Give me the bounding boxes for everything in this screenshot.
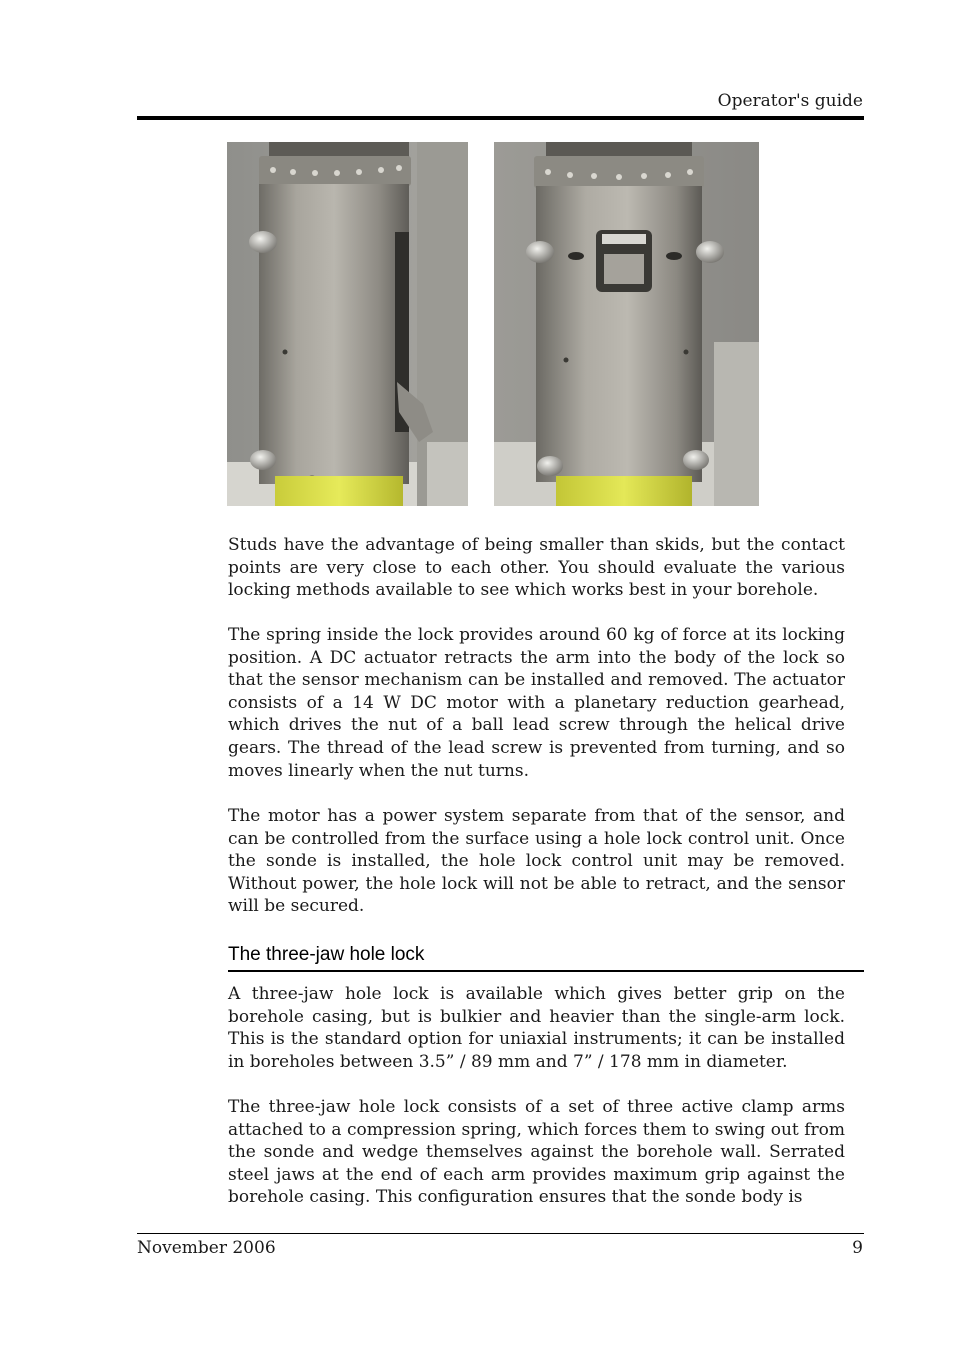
paragraph-text: The spring inside the lock provides around 60 kg of force at its locking position. A DC actuator retracts the arm into the body of the lock so that the sensor mechanism can be installed and removed. The actuator consists of a 14 W DC motor with a planetary reduction gearhead, which drives the nut of a ball lead screw through the helical drive gears. The thread of the lead screw is prevented from turning, and so moves linearly when the nut turns.	[228, 625, 845, 781]
paragraph-text: The three-jaw hole lock consists of a set of three active clamp arms attached to a compression spring, which forces them to swing out from the sonde and wedge themselves against the borehole wall. Serrated steel jaws at the end of each arm provides maximum grip against the borehole casing. This configuration ensures that the sonde body is	[228, 1097, 845, 1208]
paragraph-three-jaw-intro	[228, 983, 845, 1073]
paragraph-text: A three-jaw hole lock is available which gives better grip on the borehole casing, but is bulkier and heavier than the single-arm lock. This is the standard option for uniaxial instruments; it can be installed in boreholes between 3.5” / 89 mm and 7” / 178 mm in diameter.	[228, 984, 845, 1072]
single-arm-hole-lock-photo	[227, 142, 468, 506]
paragraph-studs	[228, 534, 845, 602]
paragraph-text: The motor has a power system separate from that of the sensor, and can be controlled from the surface using a hole lock control unit. Once the sonde is installed, the hole lock control unit may be removed. Without power, the hole lock will not be able to retract, and the sensor will be secured.	[228, 806, 845, 917]
section-heading-rule	[228, 970, 864, 972]
footer-date: November 2006	[137, 1238, 276, 1258]
header-rule	[137, 116, 864, 120]
paragraph-three-jaw-detail	[228, 1096, 845, 1209]
running-header: Operator's guide	[717, 91, 863, 111]
section-heading: The three-jaw hole lock	[228, 944, 425, 965]
paragraph-motor	[228, 805, 845, 918]
footer-rule	[137, 1233, 864, 1234]
hole-lock-window-photo	[494, 142, 759, 506]
page-number: 9	[852, 1238, 863, 1258]
paragraph-spring	[228, 624, 845, 782]
paragraph-text: Studs have the advantage of being smaller than skids, but the contact points are very close to each other. You should evaluate the various locking methods available to see which works best in your borehole.	[228, 535, 845, 601]
